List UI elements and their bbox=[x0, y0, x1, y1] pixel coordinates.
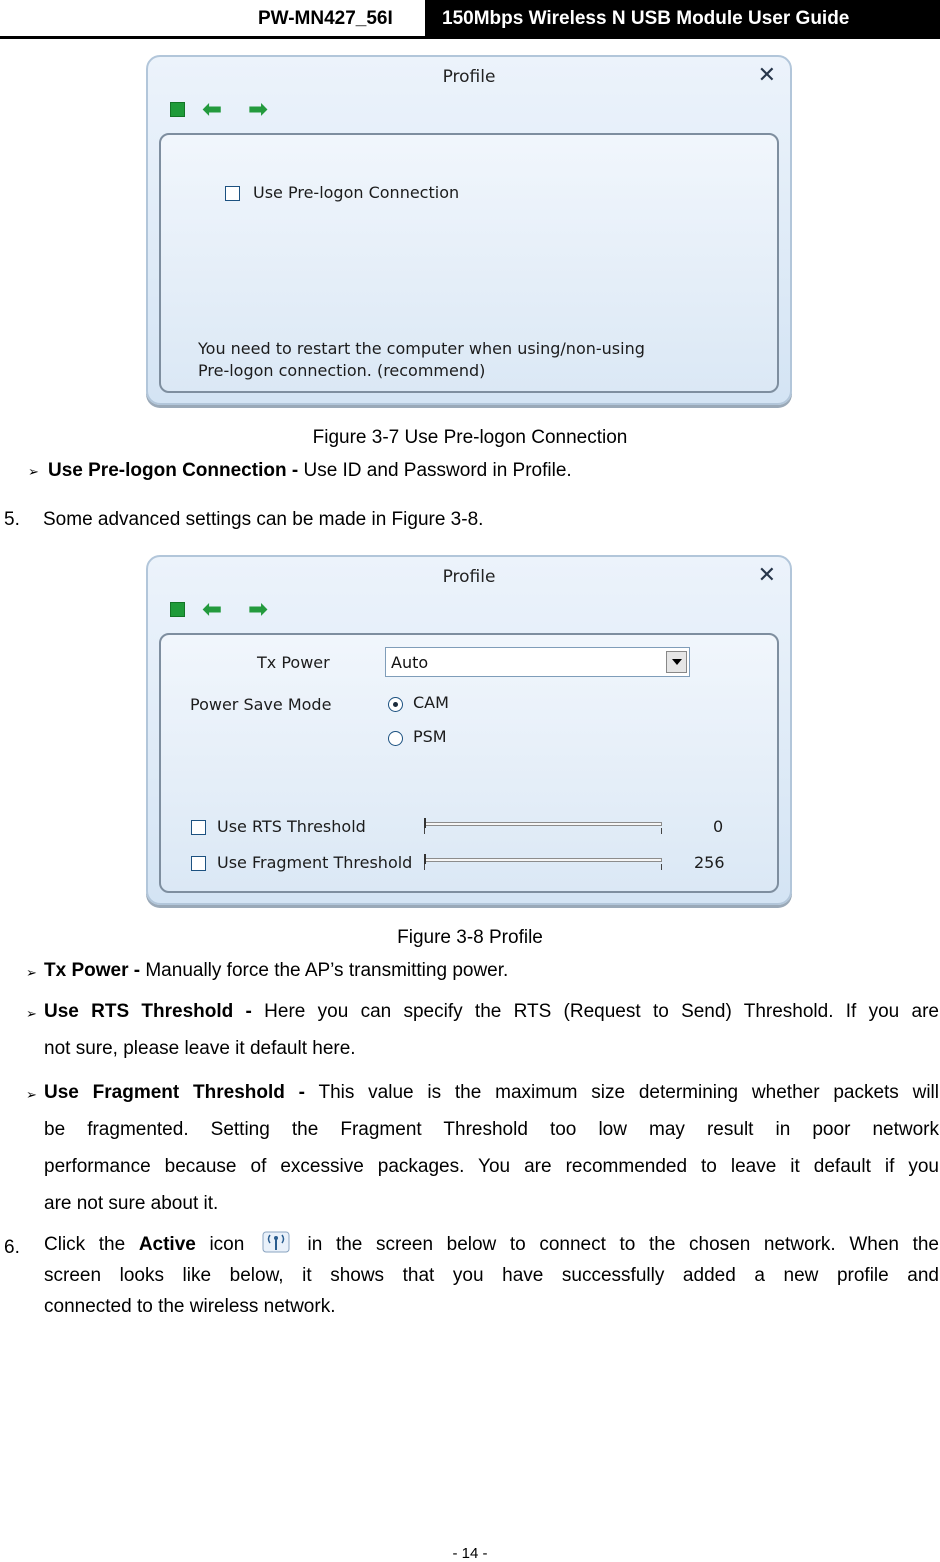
figure8-caption: Figure 3-8 Profile bbox=[397, 927, 543, 948]
step6-line1 bbox=[44, 1229, 939, 1260]
slider-tick-left bbox=[424, 828, 425, 834]
fragment-threshold-label: Use Fragment Threshold bbox=[217, 853, 413, 872]
frag-line1 bbox=[44, 1074, 939, 1111]
bullet-arrow-icon: ➢ bbox=[28, 464, 39, 479]
description: Use ID and Password in Profile. bbox=[298, 460, 572, 481]
restart-note-line2: Pre-logon connection. (recommend) bbox=[198, 361, 486, 380]
prelogon-checkbox[interactable] bbox=[225, 186, 240, 201]
cam-radio[interactable] bbox=[388, 697, 403, 712]
restart-note-line1: You need to restart the computer when using/non-using bbox=[198, 339, 645, 358]
prelogon-description bbox=[48, 460, 572, 482]
tx-power-value: Auto bbox=[391, 653, 429, 672]
slider-track bbox=[424, 822, 662, 826]
frag-line2: be fragmented. Setting the Fragment Threshold too low may result in poor network bbox=[44, 1119, 939, 1140]
page-number: - 14 - bbox=[452, 1545, 488, 1562]
frag-line4: are not sure about it. bbox=[44, 1193, 219, 1214]
active-term: Active bbox=[138, 1234, 196, 1255]
tx-power-label: Tx Power bbox=[257, 653, 330, 672]
dialog-title: Profile bbox=[442, 567, 496, 587]
slider-tick-left bbox=[424, 864, 425, 870]
text: Click the bbox=[44, 1234, 139, 1255]
rts-line2: not sure, please leave it default here. bbox=[44, 1038, 356, 1059]
fragment-threshold-slider[interactable] bbox=[424, 856, 662, 870]
rts-threshold-label: Use RTS Threshold bbox=[217, 817, 366, 836]
guide-title: 150Mbps Wireless N USB Module User Guide bbox=[425, 0, 940, 38]
back-arrow-icon[interactable]: ⬅ bbox=[202, 95, 223, 123]
advanced-profile-dialog bbox=[146, 555, 792, 905]
bullet-arrow-icon: ➢ bbox=[26, 1087, 37, 1102]
slider-track bbox=[424, 858, 662, 862]
header-rule bbox=[0, 36, 940, 39]
bullet-arrow-icon: ➢ bbox=[26, 965, 37, 980]
bullet-arrow-icon: ➢ bbox=[26, 1006, 37, 1021]
text: Here you can specify the RTS (Request to Send) Threshold. If you are bbox=[251, 1001, 939, 1022]
page-header bbox=[0, 0, 940, 40]
forward-arrow-icon[interactable]: ➡ bbox=[248, 95, 269, 123]
tx-power-select[interactable] bbox=[385, 647, 690, 677]
rts-threshold-value: 0 bbox=[713, 817, 724, 836]
step6-line2: screen looks like below, it shows that you have successfully added a new profile and bbox=[44, 1265, 939, 1286]
figure7-caption: Figure 3-7 Use Pre-logon Connection bbox=[312, 427, 628, 448]
step6-number: 6. bbox=[4, 1237, 20, 1258]
back-arrow-icon[interactable]: ⬅ bbox=[202, 595, 223, 623]
stop-icon[interactable] bbox=[170, 602, 185, 617]
fragment-threshold-value: 256 bbox=[694, 853, 725, 872]
rts-line1 bbox=[44, 993, 939, 1030]
slider-thumb[interactable] bbox=[424, 854, 426, 864]
tx-power-description bbox=[44, 960, 508, 982]
close-icon[interactable]: ✕ bbox=[757, 563, 776, 588]
step5-text: Some advanced settings can be made in Figure 3-8. bbox=[43, 509, 484, 530]
cam-radio-label: CAM bbox=[413, 693, 449, 712]
step5-number: 5. bbox=[4, 509, 20, 530]
step6-text bbox=[44, 1229, 939, 1322]
text: icon bbox=[195, 1234, 258, 1255]
text: in the screen below to connect to the chosen network. When the bbox=[293, 1234, 939, 1255]
psm-radio-label: PSM bbox=[413, 727, 447, 746]
fragment-threshold-checkbox[interactable] bbox=[191, 856, 206, 871]
rts-threshold-slider[interactable] bbox=[424, 820, 662, 834]
rts-description bbox=[44, 993, 939, 1067]
term: Tx Power - bbox=[44, 960, 141, 981]
psm-radio[interactable] bbox=[388, 731, 403, 746]
slider-tick-right bbox=[661, 864, 662, 870]
active-connect-icon bbox=[262, 1231, 290, 1253]
description: Manually force the AP’s transmitting power. bbox=[140, 960, 509, 981]
term: Use Pre-logon Connection - bbox=[48, 460, 299, 481]
dialog-title: Profile bbox=[442, 67, 496, 87]
term: Use Fragment Threshold - bbox=[44, 1082, 305, 1103]
frag-line3: performance because of excessive packages. You are recommended to leave it default if you bbox=[44, 1156, 939, 1177]
stop-icon[interactable] bbox=[170, 102, 185, 117]
prelogon-profile-dialog bbox=[146, 55, 792, 405]
rts-threshold-checkbox[interactable] bbox=[191, 820, 206, 835]
text: This value is the maximum size determining whether packets will bbox=[305, 1082, 939, 1103]
slider-tick-right bbox=[661, 828, 662, 834]
dialog-panel bbox=[159, 633, 779, 893]
model-number: PW-MN427_56I bbox=[258, 8, 393, 29]
fragment-description bbox=[44, 1074, 939, 1222]
power-save-label: Power Save Mode bbox=[190, 695, 332, 714]
forward-arrow-icon[interactable]: ➡ bbox=[248, 595, 269, 623]
close-icon[interactable]: ✕ bbox=[757, 63, 776, 88]
chevron-down-icon[interactable] bbox=[666, 651, 687, 673]
dialog-panel bbox=[159, 133, 779, 393]
prelogon-checkbox-label: Use Pre-logon Connection bbox=[253, 183, 460, 202]
term: Use RTS Threshold - bbox=[44, 1001, 252, 1022]
step6-line3: connected to the wireless network. bbox=[44, 1296, 336, 1317]
slider-thumb[interactable] bbox=[424, 818, 426, 828]
